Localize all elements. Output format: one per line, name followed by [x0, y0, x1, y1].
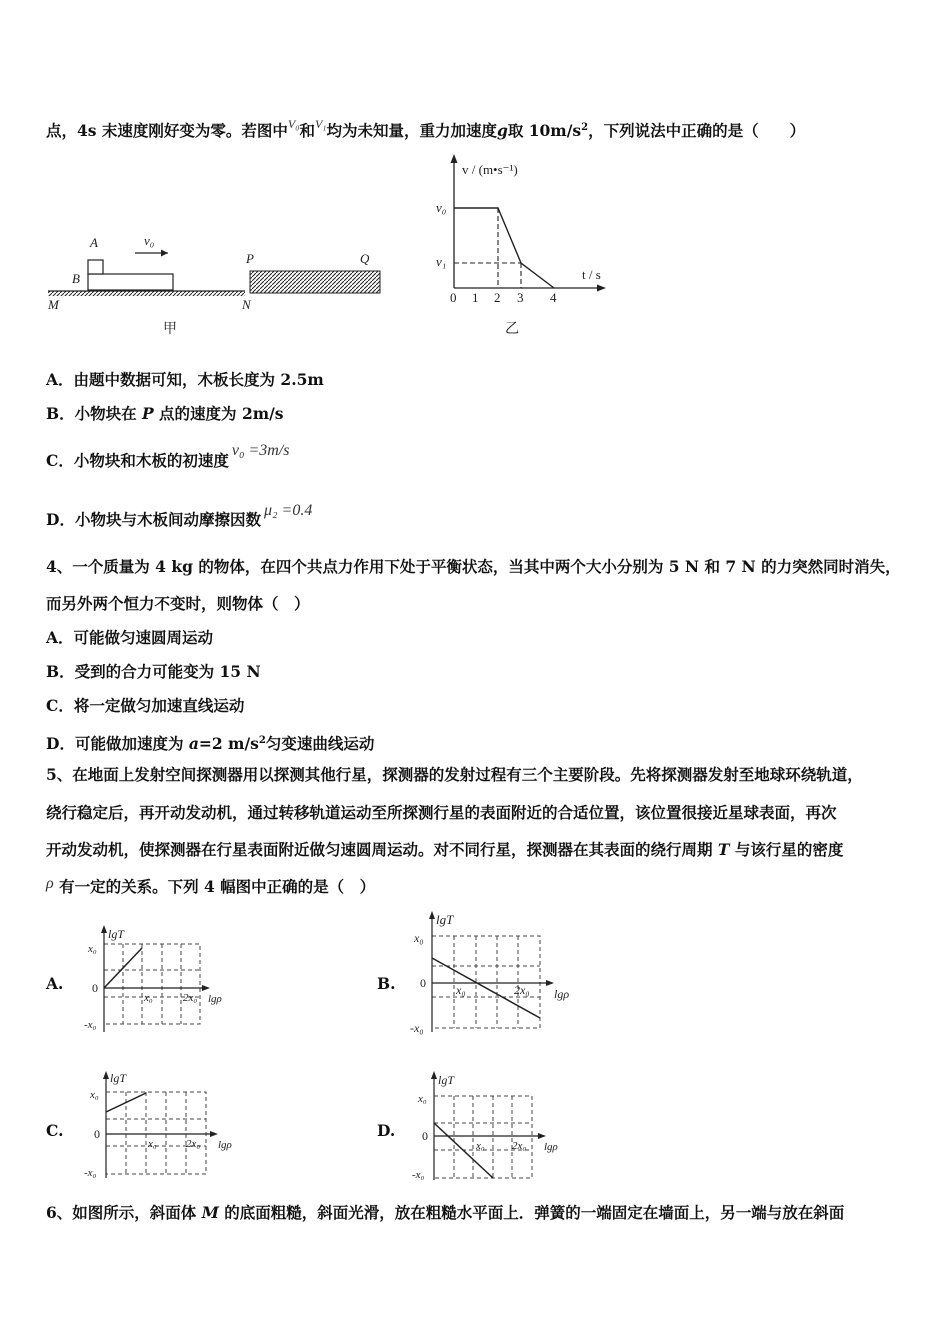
svg-text:0: 0	[92, 981, 98, 995]
svg-text:2x₀: 2x₀	[514, 983, 530, 997]
yi-tick-0: 0	[450, 290, 457, 305]
svg-text:x₀: x₀	[144, 992, 153, 1004]
svg-text:lgT: lgT	[110, 1071, 127, 1085]
q5-option-d-label[interactable]: D.	[377, 1121, 396, 1140]
q5-option-a-label[interactable]: A.	[46, 974, 64, 993]
svg-text:x₀: x₀	[414, 931, 424, 945]
svg-text:x₀: x₀	[418, 1093, 427, 1105]
q4-stem-line2: 而另外两个恒力不变时，则物体（ ）	[46, 594, 310, 613]
label-p: P	[246, 251, 254, 266]
q5-graph-b[interactable]	[408, 908, 583, 1038]
label-n: N	[242, 297, 251, 312]
svg-text:-x₀: -x₀	[412, 1169, 425, 1181]
yi-tick-4: 4	[550, 290, 557, 305]
q4-option-c[interactable]: C．将一定做匀加速直线运动	[46, 696, 245, 715]
svg-text:lgT: lgT	[108, 927, 125, 941]
q3-stem: 点，4s 末速度刚好变为零。若图中$^{V_0}$和$^{V_1}$均为未知量，重力加速度g取 $10m/s^2$，下列说法中正确的是（ ）	[46, 117, 806, 140]
q5-stem-line1: 5、在地面上发射空间探测器用以探测其他行星，探测器的发射过程有三个主要阶段。先将探测器发射至地球环绕轨道，	[46, 765, 863, 784]
board	[88, 274, 173, 290]
yi-ylabel: v / (m•s⁻¹)	[462, 162, 518, 177]
label-q: Q	[360, 251, 370, 266]
svg-text:0: 0	[94, 1127, 100, 1141]
label-b: B	[72, 271, 80, 286]
figure-yi	[420, 150, 620, 345]
yi-v0: v₀	[436, 200, 447, 215]
q5-graph-a[interactable]	[80, 922, 230, 1037]
svg-text:x₀: x₀	[88, 943, 97, 955]
caption-yi: 乙	[505, 321, 519, 337]
svg-text:2x₀: 2x₀	[183, 992, 198, 1004]
svg-text:x₀: x₀	[148, 1138, 157, 1150]
yi-tick-1: 1	[472, 290, 479, 305]
svg-text:x₀: x₀	[476, 1140, 485, 1152]
q3-option-d[interactable]: D．小物块与木板间动摩擦因数 μ₂ =0.4	[46, 502, 313, 529]
label-m: M	[48, 297, 59, 312]
q5-graph-c[interactable]	[80, 1068, 245, 1183]
q3-option-a[interactable]: A．由题中数据可知，木板长度为 2.5m	[46, 370, 324, 389]
yi-tick-3: 3	[517, 290, 524, 305]
svg-text:lgT: lgT	[438, 1073, 455, 1087]
q5-stem-line3: 开动发动机，使探测器在行星表面附近做匀速圆周运动。对不同行星，探测器在其表面的绕行周期 T 与该行星的密度	[46, 840, 844, 859]
svg-text:-x₀: -x₀	[410, 1021, 424, 1035]
yi-v1: v₁	[436, 254, 447, 269]
q5-option-b-label[interactable]: B.	[377, 974, 396, 993]
q4-option-d[interactable]: D．可能做加速度为 a=2 $m/s^2$匀变速曲线运动	[46, 734, 375, 753]
svg-text:0: 0	[422, 1129, 428, 1143]
svg-text:lgT: lgT	[436, 912, 454, 927]
yi-tick-2: 2	[494, 290, 501, 305]
svg-text:0: 0	[420, 976, 426, 990]
q5-option-c-label[interactable]: C.	[46, 1121, 64, 1140]
svg-text:2x₀: 2x₀	[186, 1138, 201, 1150]
q5-stem-line2: 绕行稳定后，再开动发动机，通过转移轨道运动至所探测行星的表面附近的合适位置，该位置很接近星球表面，再次	[46, 803, 837, 822]
q5-graph-d[interactable]	[408, 1068, 573, 1183]
q3-option-c[interactable]: C．小物块和木板的初速度v₀ =3m/s	[46, 442, 290, 470]
svg-text:x₀: x₀	[456, 983, 466, 997]
q4-stem-line1: 4、一个质量为 4 kg 的物体，在四个共点力作用下处于平衡状态，当其中两个大小分别为 5 N 和 7 N 的力突然同时消失，	[46, 557, 901, 576]
svg-text:lgρ: lgρ	[208, 993, 222, 1005]
svg-text:-x₀: -x₀	[84, 1019, 97, 1031]
svg-text:lgρ: lgρ	[544, 1141, 558, 1153]
svg-text:lgρ: lgρ	[554, 987, 570, 1001]
svg-text:-x₀: -x₀	[84, 1167, 97, 1179]
q4-option-b[interactable]: B．受到的合力可能变为 15 N	[46, 662, 261, 681]
figure-jia	[40, 225, 390, 340]
label-v0: v₀	[144, 233, 155, 248]
label-a: A	[90, 235, 98, 250]
yi-xlabel: t / s	[582, 267, 601, 282]
q5-stem-line4: ρ 有一定的关系。下列 4 幅图中正确的是（ ）	[46, 875, 376, 896]
q6-stem-line1: 6、如图所示，斜面体 M 的底面粗糙，斜面光滑，放在粗糙水平面上．弹簧的一端固定在墙面上，另一端与放在斜面	[46, 1203, 845, 1222]
svg-text:x₀: x₀	[90, 1089, 99, 1101]
svg-text:lgρ: lgρ	[218, 1139, 232, 1151]
q4-option-a[interactable]: A．可能做匀速圆周运动	[46, 628, 214, 647]
q3-option-b[interactable]: B．小物块在 P 点的速度为 2m/s	[46, 404, 284, 423]
caption-jia: 甲	[163, 321, 177, 337]
block-a	[88, 260, 103, 274]
svg-text:2x₀: 2x₀	[512, 1140, 527, 1152]
